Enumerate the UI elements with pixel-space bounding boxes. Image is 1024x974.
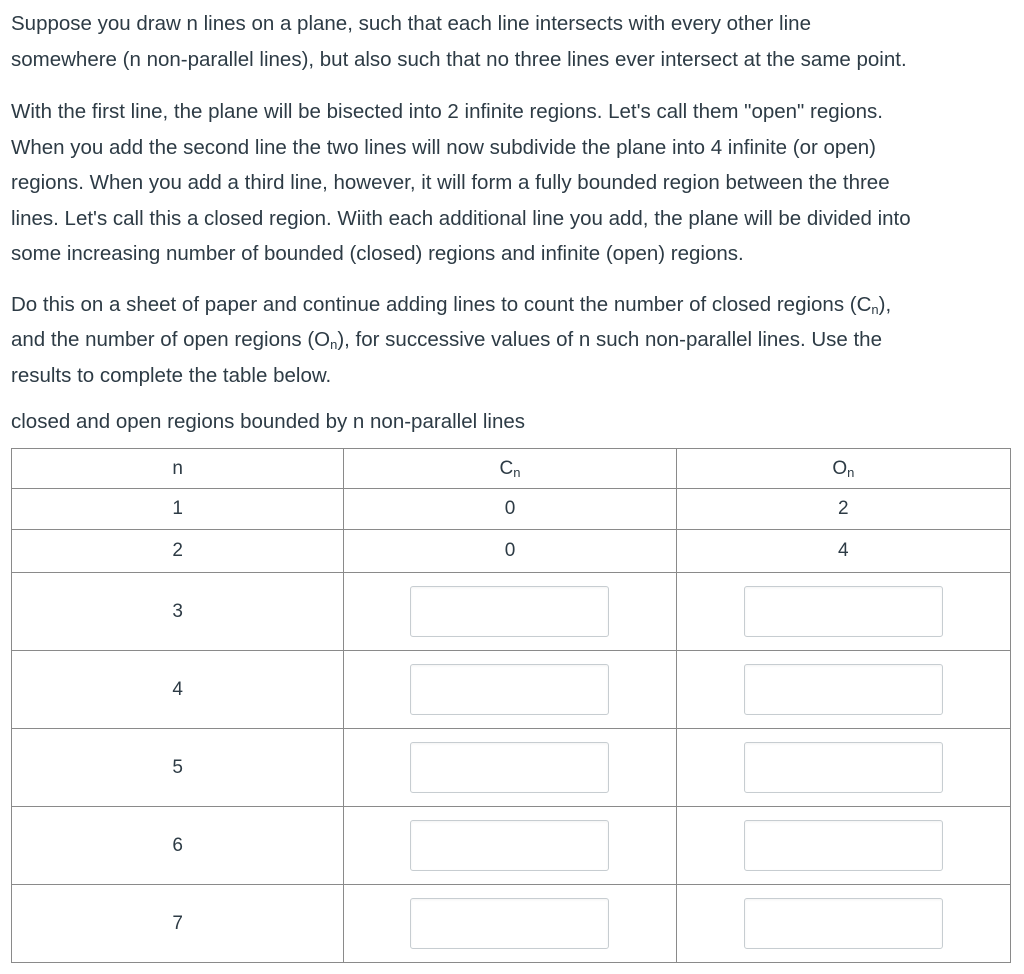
table-row bbox=[12, 573, 1011, 651]
header-open-regions: $O_n$ bbox=[676, 449, 1010, 489]
cell-closed: 0 bbox=[344, 489, 676, 530]
text-line: some increasing number of bounded (closed) regions and infinite (open) regions. bbox=[11, 242, 744, 265]
cell-closed bbox=[344, 573, 676, 651]
text-line: results to complete the table below. bbox=[11, 363, 332, 387]
cell-closed bbox=[344, 729, 676, 807]
text-line: regions. When you add a third line, however, it will form a fully bounded region between the three bbox=[11, 171, 890, 194]
cell-open: 2 bbox=[676, 489, 1010, 530]
cell-open: 4 bbox=[676, 530, 1010, 573]
table-row bbox=[12, 729, 1011, 807]
closed-regions-input-n4[interactable] bbox=[410, 664, 609, 715]
table-row bbox=[12, 489, 1011, 530]
regions-table bbox=[11, 448, 1011, 963]
cell-open bbox=[676, 573, 1010, 651]
question-text bbox=[11, 6, 1024, 439]
cell-n: 6 bbox=[12, 807, 344, 885]
cell-open bbox=[676, 729, 1010, 807]
intro-paragraph bbox=[11, 6, 1024, 77]
text-line: somewhere (n non-parallel lines), but also such that no three lines ever intersect at the same point. bbox=[11, 47, 907, 71]
table-row bbox=[12, 530, 1011, 573]
open-regions-input-n3[interactable] bbox=[744, 586, 943, 637]
cell-closed bbox=[344, 885, 676, 963]
text-line: Do this on a sheet of paper and continue adding lines to count the number of closed regions $(C_n)$, bbox=[11, 292, 892, 317]
table-row bbox=[12, 807, 1011, 885]
cell-closed bbox=[344, 807, 676, 885]
open-regions-input-n5[interactable] bbox=[744, 742, 943, 793]
open-regions-input-n4[interactable] bbox=[744, 664, 943, 715]
text-line: Suppose you draw n lines on a plane, such that each line intersects with every other line bbox=[11, 12, 811, 35]
table-header-row bbox=[12, 449, 1011, 489]
open-regions-input-n6[interactable] bbox=[744, 820, 943, 871]
table-caption: closed and open regions bounded by n non-parallel lines bbox=[11, 410, 526, 433]
closed-regions-input-n7[interactable] bbox=[410, 898, 609, 949]
cell-n: 4 bbox=[12, 651, 344, 729]
cell-n: 3 bbox=[12, 573, 344, 651]
text-line: and the number of open regions $(O_n)$, for successive values of n such non-parallel lines. Use the bbox=[11, 328, 882, 352]
table-row bbox=[12, 651, 1011, 729]
cell-n: 1 bbox=[12, 489, 344, 530]
closed-regions-input-n3[interactable] bbox=[410, 586, 609, 637]
cell-n: 7 bbox=[12, 885, 344, 963]
cell-open bbox=[676, 807, 1010, 885]
closed-regions-input-n5[interactable] bbox=[410, 742, 609, 793]
cell-n: 2 bbox=[12, 530, 344, 573]
cell-closed bbox=[344, 651, 676, 729]
text-line: lines. Let's call this a closed region. Wiith each additional line you add, the plane will be divided into bbox=[11, 206, 911, 230]
header-closed-regions: $C_n$ bbox=[344, 449, 676, 489]
text-line: With the first line, the plane will be bisected into 2 infinite regions. Let's call them "open" regions. bbox=[11, 100, 883, 123]
cell-open bbox=[676, 651, 1010, 729]
explanation-paragraph bbox=[11, 94, 1024, 272]
header-n: n bbox=[12, 449, 344, 489]
closed-regions-input-n6[interactable] bbox=[410, 820, 609, 871]
cell-n: 5 bbox=[12, 729, 344, 807]
cell-closed: 0 bbox=[344, 530, 676, 573]
cell-open bbox=[676, 885, 1010, 963]
instructions-paragraph bbox=[11, 287, 1024, 394]
text-line: When you add the second line the two lines will now subdivide the plane into 4 infinite (or open) bbox=[11, 135, 876, 159]
open-regions-input-n7[interactable] bbox=[744, 898, 943, 949]
table-row bbox=[12, 885, 1011, 963]
